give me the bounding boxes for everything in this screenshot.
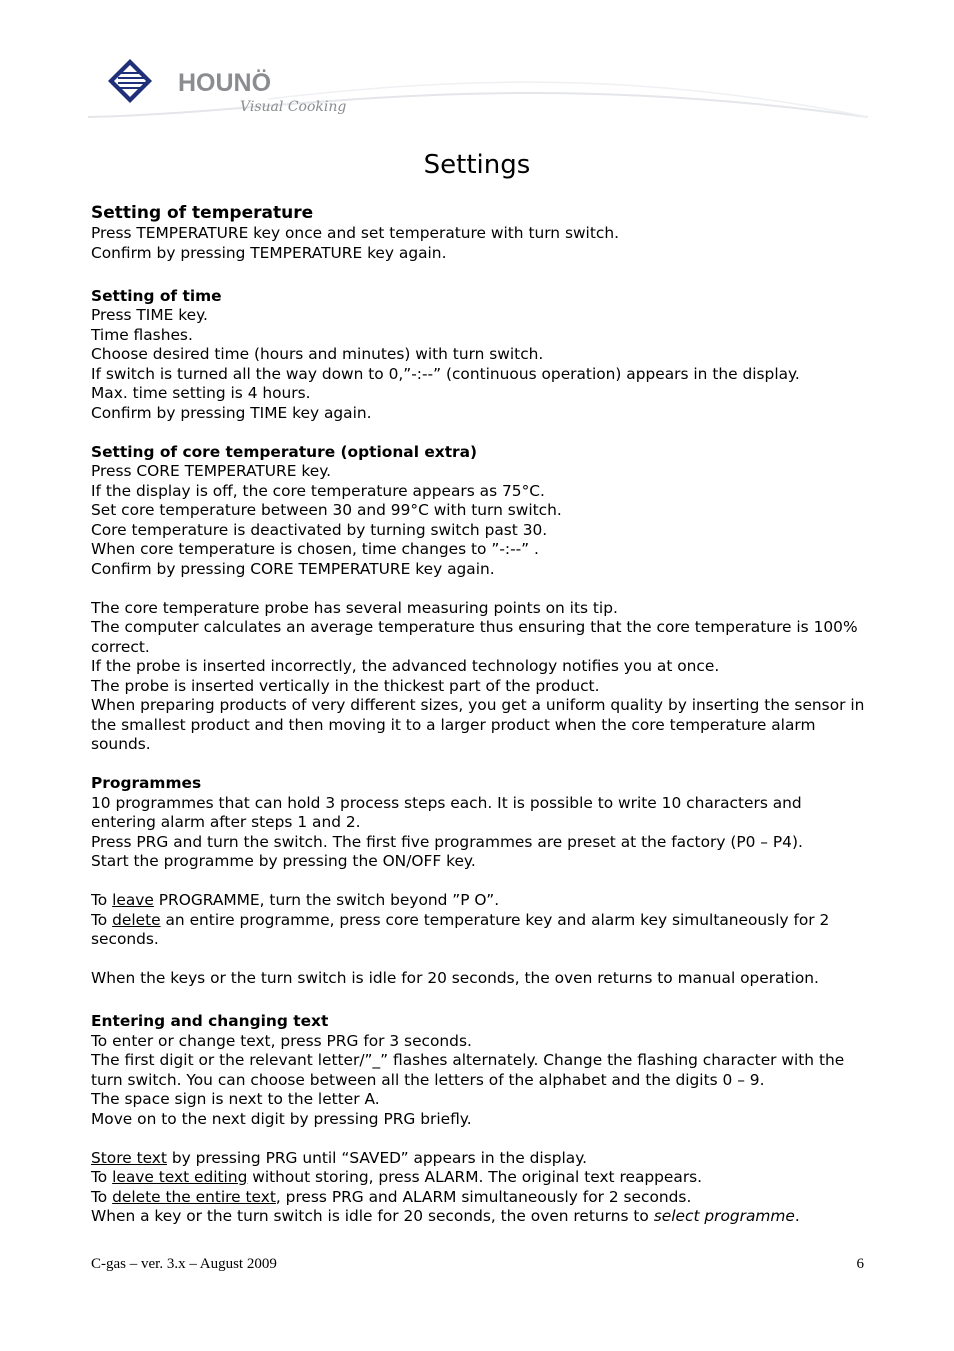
paragraph: Press TEMPERATURE key once and set temperature with turn switch. xyxy=(91,224,619,242)
paragraph: Store text by pressing PRG until “SAVED” appears in the display. xyxy=(91,1148,588,1167)
logo-tagline: Visual Cooking xyxy=(240,99,347,115)
paragraph: Start the programme by pressing the ON/OFF key. xyxy=(91,852,476,870)
heading-temperature: Setting of temperature xyxy=(91,203,314,223)
paragraph: To enter or change text, press PRG for 3 seconds. xyxy=(91,1031,472,1050)
paragraph: The space sign is next to the letter A. xyxy=(91,1090,380,1108)
paragraph: The probe is inserted vertically in the thickest part of the product. xyxy=(91,676,600,695)
paragraph: Press CORE TEMPERATURE key. xyxy=(91,462,331,480)
document-body xyxy=(91,203,871,1227)
paragraph: Move on to the next digit by pressing PRG briefly. xyxy=(91,1109,472,1128)
footer-version: C-gas – ver. 3.x – August 2009 xyxy=(91,1256,277,1272)
paragraph: The computer calculates an average temperature thus ensuring that the core temperature is 100% correct. xyxy=(91,618,858,656)
underlined-term: leave xyxy=(112,891,154,909)
page-number: 6 xyxy=(856,1256,864,1272)
paragraph: To leave text editing without storing, press ALARM. The original text reappears. xyxy=(91,1168,703,1186)
paragraph: Confirm by pressing TIME key again. xyxy=(91,403,372,422)
paragraph: Core temperature is deactivated by turning switch past 30. xyxy=(91,520,548,539)
heading-core-temperature: Setting of core temperature (optional extra) xyxy=(91,442,478,461)
paragraph: When a key or the turn switch is idle for 20 seconds, the oven returns to select programme. xyxy=(91,1207,800,1225)
paragraph: If the probe is inserted incorrectly, the advanced technology notifies you at once. xyxy=(91,657,720,675)
paragraph: Max. time setting is 4 hours. xyxy=(91,384,311,402)
paragraph: If the display is off, the core temperature appears as 75°C. xyxy=(91,481,545,500)
paragraph: The first digit or the relevant letter/”_” flashes alternately. Change the flashing character with the turn switch. You can choose between all the letters of the alphabet and the digits 0 – 9. xyxy=(91,1051,845,1089)
heading-programmes: Programmes xyxy=(91,774,202,792)
paragraph: When core temperature is chosen, time changes to ”-:--” . xyxy=(91,540,539,558)
paragraph: The core temperature probe has several measuring points on its tip. xyxy=(91,598,618,617)
paragraph: Confirm by pressing CORE TEMPERATURE key again. xyxy=(91,559,495,578)
paragraph: Time flashes. xyxy=(91,325,193,344)
paragraph: 10 programmes that can hold 3 process steps each. It is possible to write 10 characters and entering alarm after steps 1 and 2. xyxy=(91,793,802,831)
paragraph: If switch is turned all the way down to 0,”-:--” (continuous operation) appears in the display. xyxy=(91,364,800,383)
paragraph: To delete the entire text, press PRG and ALARM simultaneously for 2 seconds. xyxy=(91,1187,692,1206)
logo-brand: HOUNÖ xyxy=(178,69,272,97)
underlined-term: Store text xyxy=(91,1148,167,1167)
paragraph: Press TIME key. xyxy=(91,306,208,324)
underlined-term: delete xyxy=(112,910,161,929)
page-header xyxy=(88,55,868,125)
paragraph: When preparing products of very different sizes, you get a uniform quality by inserting the sensor in the smallest product and then moving it to a larger product when the core temperature alarm sounds. xyxy=(91,696,865,753)
paragraph: Set core temperature between 30 and 99°C with turn switch. xyxy=(91,501,562,519)
paragraph: Press PRG and turn the switch. The first five programmes are preset at the factory (P0 – P4). xyxy=(91,832,803,851)
paragraph: Choose desired time (hours and minutes) with turn switch. xyxy=(91,345,544,363)
underlined-term: delete the entire text xyxy=(112,1187,276,1206)
paragraph: When the keys or the turn switch is idle for 20 seconds, the oven returns to manual operation. xyxy=(91,969,819,987)
paragraph: To leave PROGRAMME, turn the switch beyond ”P O”. xyxy=(91,891,500,909)
paragraph: To delete an entire programme, press core temperature key and alarm key simultaneously for 2 seconds. xyxy=(91,910,830,948)
page-title: Settings xyxy=(423,150,531,180)
heading-text: Entering and changing text xyxy=(91,1012,329,1030)
hounoe-logo-icon xyxy=(88,55,868,125)
paragraph: Confirm by pressing TEMPERATURE key again. xyxy=(91,243,447,262)
underlined-term: leave text editing xyxy=(112,1168,248,1186)
heading-time: Setting of time xyxy=(91,286,222,305)
emphasis: select programme xyxy=(653,1207,795,1225)
